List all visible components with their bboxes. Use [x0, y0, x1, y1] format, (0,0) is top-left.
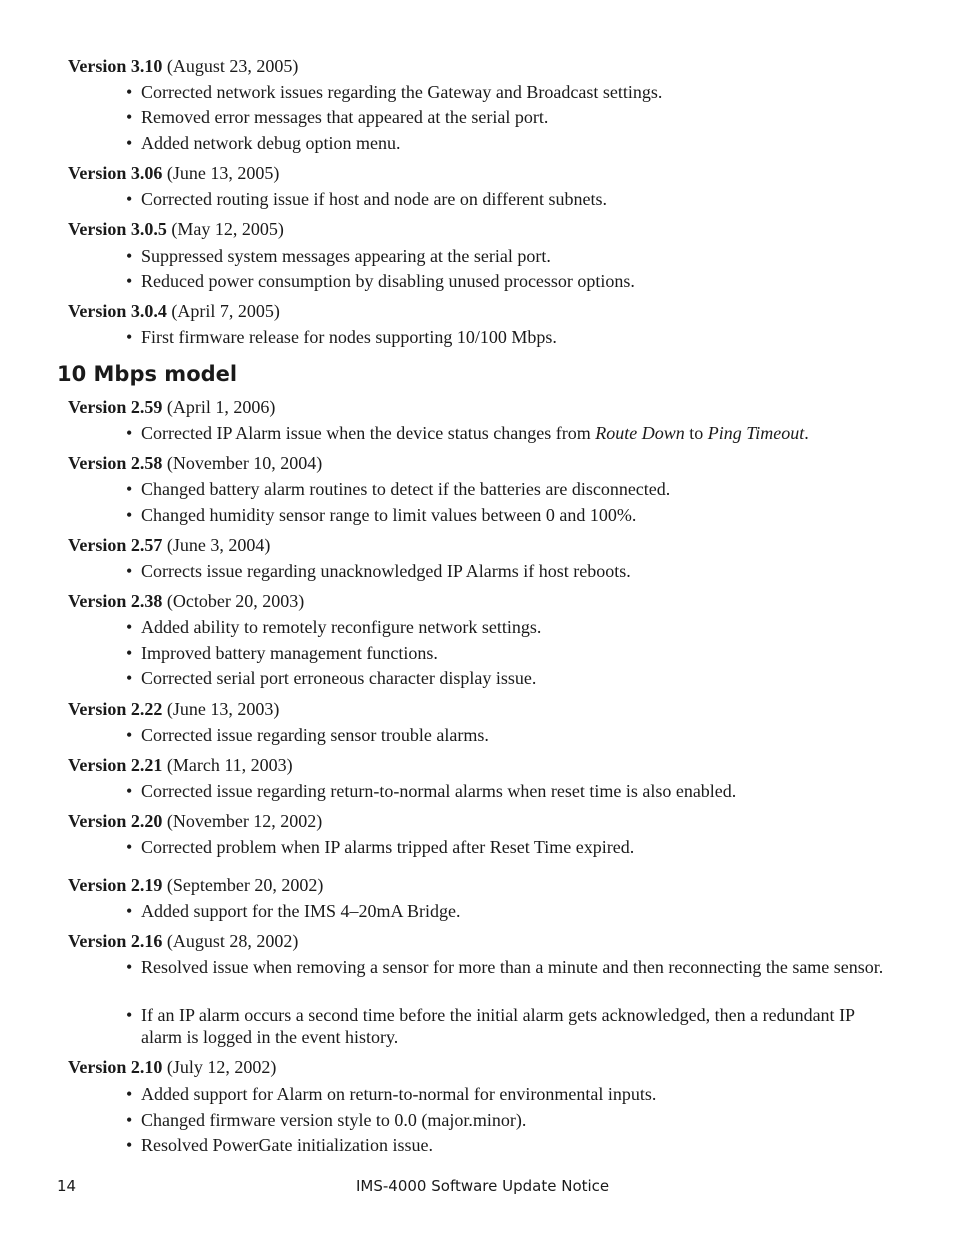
- version-number: Version 2.21: [68, 755, 163, 775]
- list-item: • Corrected problem when IP alarms tripped after Reset Time expired.: [126, 837, 635, 857]
- list-item: • Added support for the IMS 4–20mA Bridge.: [126, 901, 461, 921]
- version-date: (June 3, 2004): [166, 535, 271, 555]
- version-number: Version 2.22: [68, 699, 163, 719]
- list-item: • Improved battery management functions.: [126, 643, 438, 663]
- list-item: • If an IP alarm occurs a second time before the initial alarm gets acknowledged, then a redundant IP alarm is logged in the event history.: [126, 1005, 855, 1047]
- version-number: Version 2.58: [68, 453, 163, 473]
- version-date: (November 12, 2002): [166, 811, 323, 831]
- version-date: (April 1, 2006): [166, 397, 276, 417]
- list-item: • Corrected serial port erroneous character display issue.: [126, 668, 537, 688]
- version-date: (September 20, 2002): [166, 875, 324, 895]
- list-item: • First firmware release for nodes supporting 10/100 Mbps.: [126, 327, 557, 347]
- list-item: • Removed error messages that appeared at the serial port.: [126, 107, 549, 127]
- version-date: (November 10, 2004): [166, 453, 323, 473]
- list-item: • Corrected issue regarding sensor trouble alarms.: [126, 725, 489, 745]
- version-number: Version 3.0.5: [68, 219, 167, 239]
- version-date: (August 23, 2005): [166, 56, 299, 76]
- version-date: (May 12, 2005): [171, 219, 284, 239]
- version-date: (July 12, 2002): [166, 1057, 277, 1077]
- version-date: (June 13, 2005): [166, 163, 280, 183]
- list-item: • Corrects issue regarding unacknowledged IP Alarms if host reboots.: [126, 561, 631, 581]
- version-number: Version 3.10: [68, 56, 163, 76]
- list-item: • Changed firmware version style to 0.0 (major.minor).: [126, 1110, 527, 1130]
- version-date: (June 13, 2003): [166, 699, 280, 719]
- list-item: • Added network debug option menu.: [126, 133, 401, 153]
- footer-title: IMS-4000 Software Update Notice: [356, 1177, 610, 1195]
- page-number: 14: [57, 1177, 77, 1195]
- version-date: (October 20, 2003): [166, 591, 305, 611]
- version-number: Version 3.0.4: [68, 301, 167, 321]
- section-heading: 10 Mbps model: [57, 362, 238, 386]
- version-number: Version 2.38: [68, 591, 163, 611]
- list-item: • Corrected routing issue if host and node are on different subnets.: [126, 189, 608, 209]
- list-item: • Added ability to remotely reconfigure network settings.: [126, 617, 542, 637]
- list-item: • Reduced power consumption by disabling unused processor options.: [126, 271, 635, 291]
- version-number: Version 2.19: [68, 875, 163, 895]
- version-date: (March 11, 2003): [166, 755, 293, 775]
- version-number: Version 2.57: [68, 535, 163, 555]
- list-item: • Corrected IP Alarm issue when the device status changes from Route Down to Ping Timeout.: [126, 423, 809, 443]
- version-number: Version 2.59: [68, 397, 163, 417]
- version-number: Version 2.16: [68, 931, 163, 951]
- list-item: • Resolved issue when removing a sensor for more than a minute and then reconnecting the same sensor.: [126, 957, 884, 977]
- version-number: Version 3.06: [68, 163, 163, 183]
- list-item: • Suppressed system messages appearing at the serial port.: [126, 246, 551, 266]
- version-number: Version 2.10: [68, 1057, 163, 1077]
- version-number: Version 2.20: [68, 811, 163, 831]
- version-date: (April 7, 2005): [171, 301, 280, 321]
- list-item: • Changed battery alarm routines to detect if the batteries are disconnected.: [126, 479, 671, 499]
- list-item: • Added support for Alarm on return-to-normal for environmental inputs.: [126, 1084, 657, 1104]
- list-item: • Changed humidity sensor range to limit values between 0 and 100%.: [126, 505, 637, 525]
- list-item: • Corrected issue regarding return-to-normal alarms when reset time is also enabled.: [126, 781, 737, 801]
- list-item: • Resolved PowerGate initialization issue.: [126, 1135, 433, 1155]
- list-item: • Corrected network issues regarding the Gateway and Broadcast settings.: [126, 82, 663, 102]
- version-date: (August 28, 2002): [166, 931, 299, 951]
